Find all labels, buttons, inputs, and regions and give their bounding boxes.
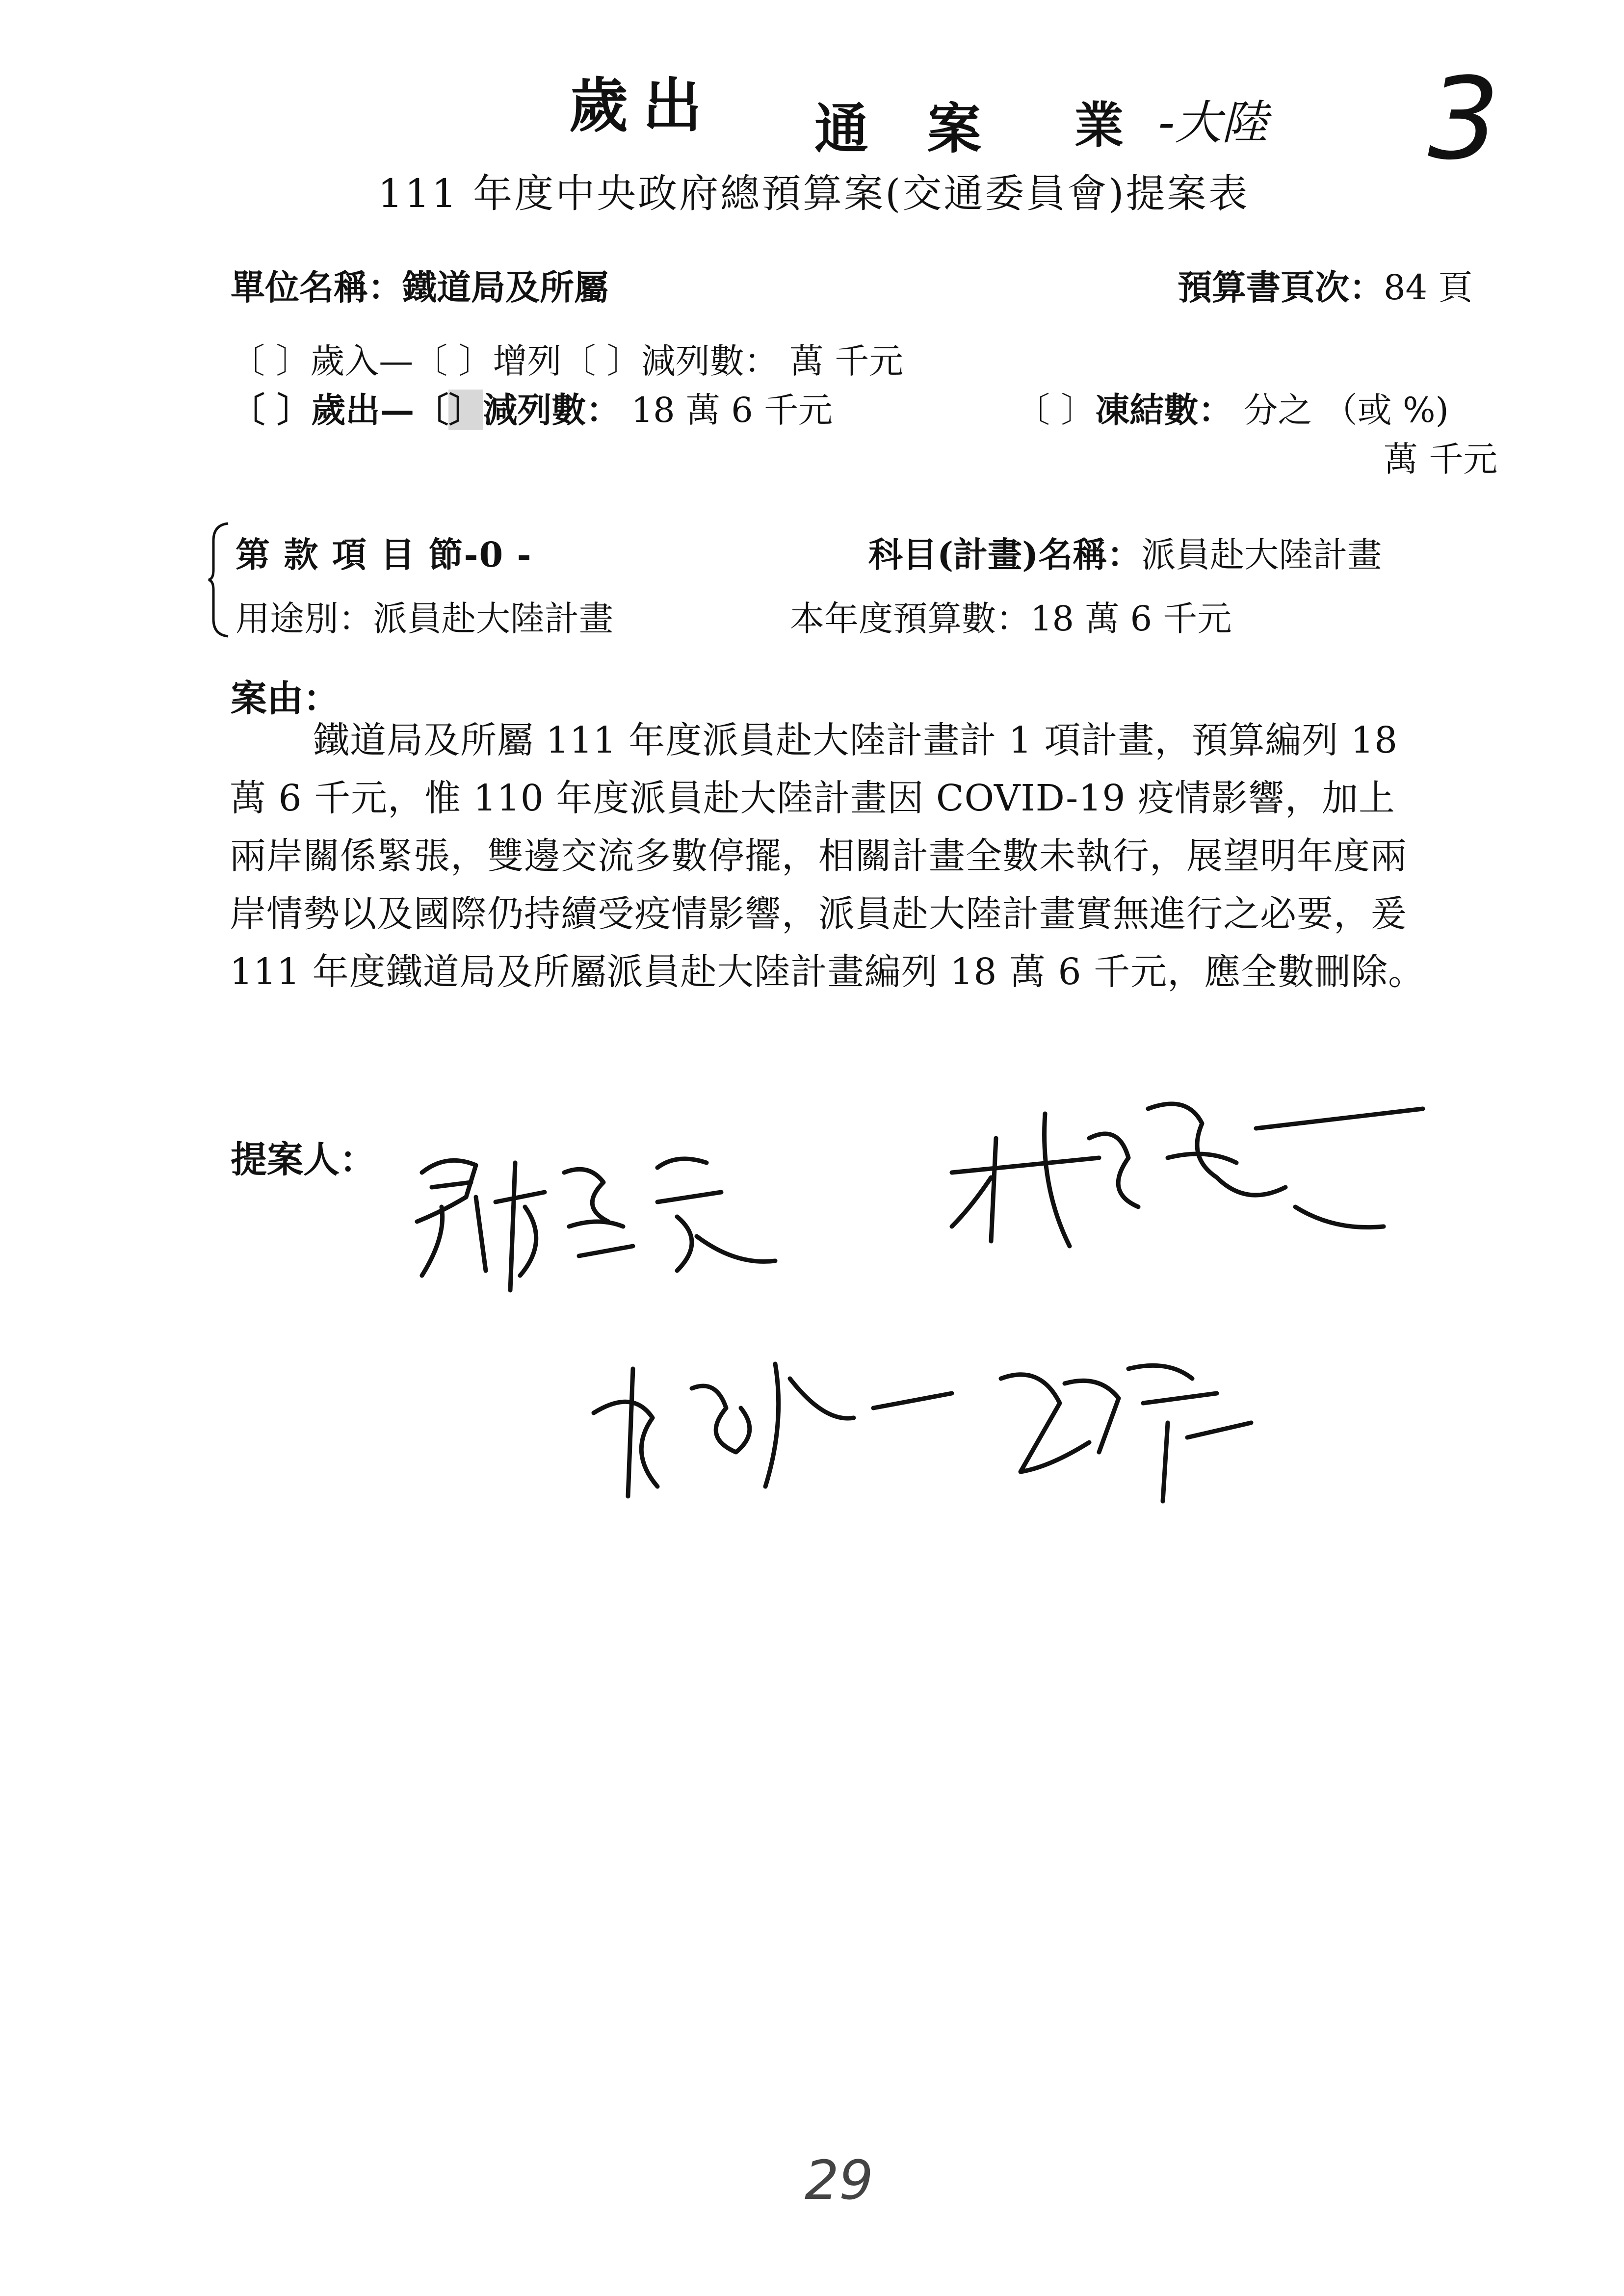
expense-checkbox: 〕 [448, 390, 483, 430]
freeze-label: 凍結數： [1095, 390, 1233, 430]
page-ref-value: 84 頁 [1384, 267, 1473, 308]
subject-label: 科目(計畫)名稱： [868, 534, 1142, 575]
usage-label: 用途別： [236, 599, 373, 639]
expense-line [231, 383, 833, 432]
freeze-checkbox: 〔 〕 [1016, 390, 1096, 430]
freeze-value: 分之 （或 %) [1243, 390, 1449, 430]
year-budget-row [790, 591, 1231, 641]
document-title: 111 年度中央政府總預算案(交通委員會)提案表 [378, 171, 1250, 216]
signature-2 [942, 1079, 1433, 1285]
stamp-expenditure: 歲出 [569, 71, 716, 140]
expense-value: 18 萬 6 千元 [631, 390, 833, 430]
unit-label: 單位名稱： [231, 267, 402, 308]
freeze-line [1016, 383, 1449, 432]
subject-row [868, 527, 1382, 577]
reason-text: 鐵道局及所屬 111 年度派員赴大陸計畫計 1 項計畫，預算編列 18 萬 6 千元，惟 110 年度派員赴大陸計畫因 COVID-19 疫情影響，加上兩岸關係緊張，雙邊交流多數停擺，相關計畫全數未執行，展望明年度兩岸情勢以及國際仍持續受疫情影響，派員赴大陸計畫實無進行之必要，爰 111 年度鐵道局及所屬派員赴大陸計畫編列 18 萬 6 千元，應全數刪除。 [230, 719, 1425, 993]
proposers-label: 提案人： [231, 1139, 376, 1181]
reason-heading: 案由： [231, 678, 340, 720]
left-brace [206, 521, 231, 639]
usage-value: 派員赴大陸計畫 [373, 599, 613, 639]
stamp-general-case: 通案 [814, 97, 1040, 160]
page-ref-label: 預算書頁次： [1178, 267, 1384, 308]
expense-prefix: 〔 〕歲出—〔 [231, 390, 449, 430]
handwritten-mainland-tag: -大陸 [1158, 96, 1268, 150]
stamp-business: 業 [1074, 96, 1138, 154]
handwritten-page-mark: 29 [805, 2149, 873, 2212]
unit-value: 鐵道局及所屬 [402, 267, 608, 308]
handwritten-case-number: 3 [1428, 54, 1500, 185]
signature-1 [402, 1143, 873, 1310]
subject-value: 派員赴大陸計畫 [1141, 535, 1382, 575]
year-budget-label: 本年度預算數： [790, 599, 1030, 639]
usage-row [236, 591, 613, 641]
freeze-amount: 萬 千元 [1384, 439, 1498, 479]
page-ref-row [1178, 260, 1472, 310]
expense-label: 減列數： [483, 390, 621, 430]
year-budget-value: 18 萬 6 千元 [1030, 599, 1232, 639]
unit-row [231, 260, 608, 310]
section-line: 第 款 項 目 節-0 - [236, 534, 532, 575]
income-line: 〔 〕歲入—〔 〕增列〔 〕減列數： 萬 千元 [231, 341, 904, 381]
signature-3 [579, 1325, 1290, 1531]
